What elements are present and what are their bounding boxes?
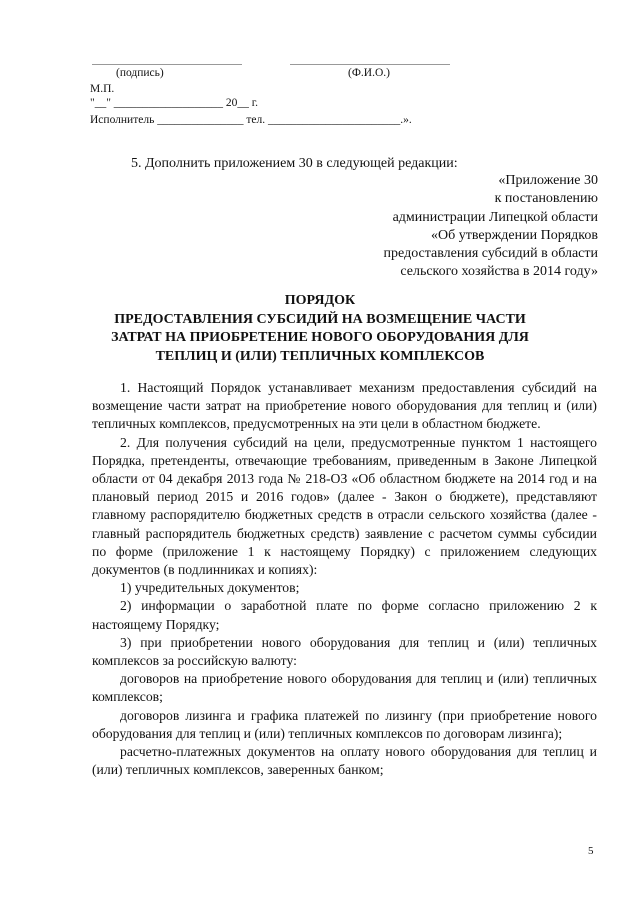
paragraph: 2) информации о заработной плате по форме согласно приложению 2 к настоящему Порядку; <box>92 598 597 632</box>
appendix-line: сельского хозяйства в 2014 году» <box>400 264 598 280</box>
appendix-line: предоставления субсидий в области <box>383 246 598 262</box>
body-text <box>92 379 597 779</box>
title-line: ЗАТРАТ НА ПРИОБРЕТЕНИЕ НОВОГО ОБОРУДОВАНИЯ ДЛЯ <box>111 330 529 345</box>
appendix-line: «Приложение 30 <box>498 173 598 188</box>
paragraph: договоров на приобретение нового оборудования для теплиц и (или) тепличных комплексов; <box>92 671 597 705</box>
amendment-item-5: 5. Дополнить приложением 30 в следующей редакции: <box>131 156 458 171</box>
paragraph: 2. Для получения субсидий на цели, предусмотренные пунктом 1 настоящего Порядка, претенденты, отвечающие требованиям, приведенным в Законе Липецкой области от 04 декабря 2013 года № 218-ОЗ «Об областном бюджете на 2014 год и на плановый период 2015 и 2016 годов» (далее - Закон о бюджете), представляют главному распорядителю бюджетных средств в отрасли сельского хозяйства (далее - главный распорядитель бюджетных средств) заявление с расчетом суммы субсидии по форме (приложение 1 к настоящему Порядку) с приложением следующих документов (в подлинниках и копиях): <box>92 434 597 578</box>
name-label: (Ф.И.О.) <box>348 67 390 79</box>
paragraph: расчетно-платежных документов на оплату нового оборудования для теплиц и (или) тепличных комплексов, заверенных банком; <box>92 744 597 778</box>
stamp-place-label: М.П. <box>90 83 115 95</box>
appendix-header <box>268 172 598 282</box>
paragraph: 1) учредительных документов; <box>120 580 300 596</box>
appendix-line: «Об утверждении Порядков <box>431 227 598 243</box>
name-line <box>290 64 450 65</box>
title-line: ПРЕДОСТАВЛЕНИЯ СУБСИДИЙ НА ВОЗМЕЩЕНИЕ ЧАСТИ <box>114 311 526 327</box>
appendix-line: администрации Липецкой области <box>392 209 598 225</box>
paragraph: договоров лизинга и графика платежей по лизингу (при приобретение нового оборудования для теплиц и (или) тепличных комплексов по договорам лизинга); <box>92 707 597 741</box>
title-line: ПОРЯДОК <box>284 293 356 308</box>
signature-labels <box>90 66 530 82</box>
date-line: "__" ___________________ 20__ г. <box>90 97 259 109</box>
title-line: ТЕПЛИЦ И (ИЛИ) ТЕПЛИЧНЫХ КОМПЛЕКСОВ <box>155 348 485 364</box>
page-number: 5 <box>588 845 594 857</box>
signature-line <box>92 64 242 65</box>
executor-line: Исполнитель _______________ тел. _______________________.». <box>90 114 412 126</box>
paragraph: 1. Настоящий Порядок устанавливает механизм предоставления субсидий на возмещение части затрат на приобретение нового оборудования для теплиц и (или) тепличных комплексов, предусмотренных на эти цели в областном бюджете. <box>92 380 597 432</box>
document-title <box>92 292 548 366</box>
paragraph: 3) при приобретении нового оборудования для теплиц и (или) тепличных комплексов за российскую валюту: <box>92 634 597 669</box>
appendix-line: к постановлению <box>494 191 598 207</box>
signature-label: (подпись) <box>116 67 164 79</box>
